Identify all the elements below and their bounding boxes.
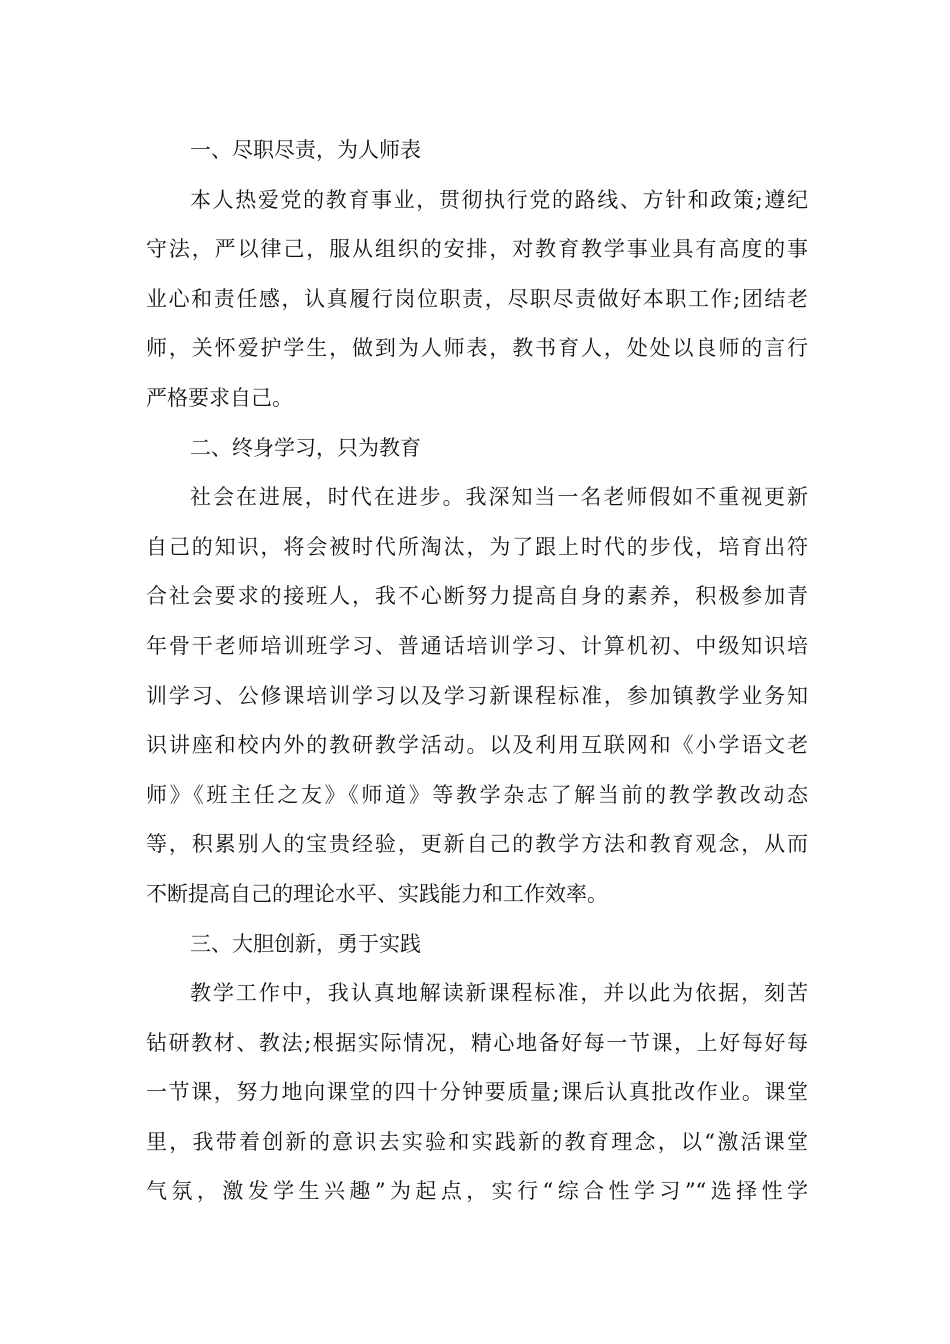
paragraph-line: 钻研教材、教法;根据实际情况，精心地备好每一节课，上好每好每 [146,1030,808,1055]
paragraph-line: 师》《班主任之友》《师道》等教学杂志了解当前的教学教改动态 [146,782,808,807]
paragraph-line: 等，积累别人的宝贵经验，更新自己的教学方法和教育观念，从而 [146,832,808,857]
paragraph-line: 教学工作中，我认真地解读新课程标准，并以此为依据，刻苦 [190,981,808,1006]
section-heading: 二、终身学习，只为教育 [190,435,421,460]
paragraph-line: 严格要求自己。 [146,385,293,410]
paragraph-line: 不断提高自己的理论水平、实践能力和工作效率。 [146,881,608,906]
paragraph-line: 自己的知识，将会被时代所淘汰，为了跟上时代的步伐，培育出符 [146,534,808,559]
paragraph-line: 业心和责任感，认真履行岗位职责，尽职尽责做好本职工作;团结老 [146,286,808,311]
section-heading: 三、大胆创新，勇于实践 [190,931,421,956]
paragraph-line: 里，我带着创新的意识去实验和实践新的教育理念，以“激活课堂 [146,1129,808,1154]
paragraph-line: 本人热爱党的教育事业，贯彻执行党的路线、方针和政策;遵纪 [190,187,808,212]
paragraph-line: 年骨干老师培训班学习、普通话培训学习、计算机初、中级知识培 [146,633,808,658]
paragraph-line: 社会在进展，时代在进步。我深知当一名老师假如不重视更新 [190,485,808,510]
paragraph-line: 训学习、公修课培训学习以及学习新课程标准，参加镇教学业务知 [146,683,808,708]
paragraph-line: 合社会要求的接班人，我不心断努力提高自身的素养，积极参加青 [146,584,808,609]
paragraph-line: 守法，严以律己，服从组织的安排，对教育教学事业具有高度的事 [146,237,808,262]
document-page [146,126,808,1217]
paragraph-line: 气氛，激发学生兴趣”为起点，实行“综合性学习”“选择性学 [146,1179,808,1204]
section-heading: 一、尽职尽责，为人师表 [190,138,421,162]
paragraph-line: 一节课，努力地向课堂的四十分钟要质量;课后认真批改作业。课堂 [146,1080,808,1105]
paragraph-line: 师，关怀爱护学生，做到为人师表，教书育人，处处以良师的言行 [146,336,808,361]
paragraph-line: 识讲座和校内外的教研教学活动。以及利用互联网和《小学语文老 [146,733,808,758]
